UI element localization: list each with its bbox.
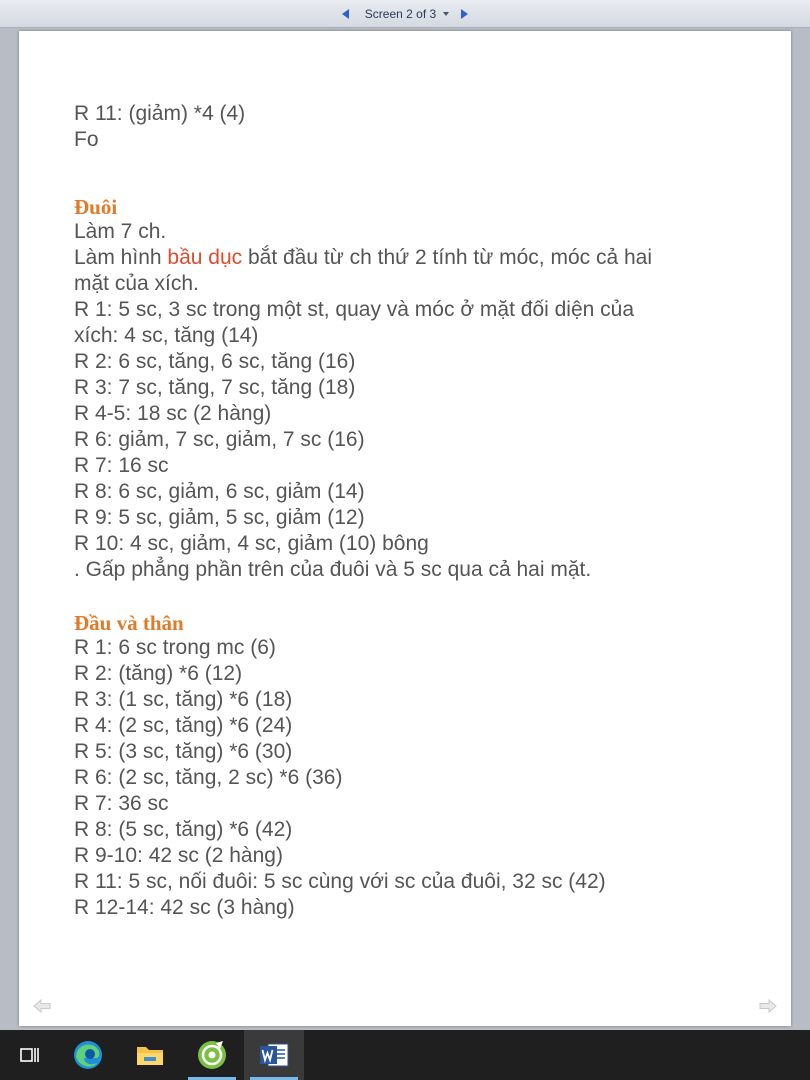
- text-segment: bắt đầu từ ch thứ 2 tính từ móc, móc cả hai: [242, 246, 653, 269]
- previous-page-arrow-icon[interactable]: [33, 998, 51, 1014]
- text-line: R 2: (tăng) *6 (12): [74, 662, 243, 685]
- section-heading-head-body: Đầu và thân: [74, 611, 184, 635]
- highlighted-text: bầu dục: [167, 246, 243, 269]
- text-line: R 6: (2 sc, tăng, 2 sc) *6 (36): [74, 766, 343, 789]
- screen-selector[interactable]: [365, 7, 449, 21]
- text-line: R 6: giảm, 7 sc, giảm, 7 sc (16): [74, 428, 365, 451]
- document-viewport[interactable]: [0, 28, 810, 1030]
- text-line: . Gấp phẳng phần trên của đuôi và 5 sc qua cả hai mặt.: [74, 558, 592, 581]
- text-line: Làm 7 ch.: [74, 220, 167, 243]
- text-line: Fo: [74, 128, 99, 151]
- document-page[interactable]: [19, 31, 791, 1026]
- taskbar: [0, 1030, 810, 1080]
- text-line: R 9-10: 42 sc (2 hàng): [74, 844, 283, 867]
- text-line: xích: 4 sc, tăng (14): [74, 324, 259, 347]
- text-line: R 1: 6 sc trong mc (6): [74, 636, 276, 659]
- section-heading-tail: Đuôi: [74, 195, 118, 219]
- text-line: R 11: 5 sc, nối đuôi: 5 sc cùng với sc của đuôi, 32 sc (42): [74, 870, 606, 893]
- text-line: R 8: 6 sc, giảm, 6 sc, giảm (14): [74, 480, 365, 503]
- task-view-button[interactable]: [0, 1030, 60, 1080]
- text-line: R 11: (giảm) *4 (4): [74, 102, 246, 125]
- text-line: R 8: (5 sc, tăng) *6 (42): [74, 818, 293, 841]
- text-line: R 9: 5 sc, giảm, 5 sc, giảm (12): [74, 506, 365, 529]
- text-line: R 1: 5 sc, 3 sc trong một st, quay và móc ở mặt đối diện của: [74, 298, 635, 321]
- next-screen-button[interactable]: [455, 5, 473, 23]
- next-page-arrow-icon[interactable]: [759, 998, 777, 1014]
- text-line: R 3: (1 sc, tăng) *6 (18): [74, 688, 293, 711]
- file-explorer-icon: [135, 1042, 165, 1068]
- text-line: R 2: 6 sc, tăng, 6 sc, tăng (16): [74, 350, 356, 373]
- text-line: R 4-5: 18 sc (2 hàng): [74, 402, 272, 425]
- greenshot-taskbar-button[interactable]: [182, 1030, 242, 1080]
- reading-mode-toolbar: [0, 0, 810, 28]
- text-line: R 12-14: 42 sc (3 hàng): [74, 896, 295, 919]
- text-line: R 7: 36 sc: [74, 792, 169, 815]
- text-segment: Làm hình: [74, 246, 168, 269]
- edge-icon: [72, 1039, 104, 1071]
- caret-down-icon: [443, 12, 449, 16]
- text-line: R 3: 7 sc, tăng, 7 sc, tăng (18): [74, 376, 356, 399]
- text-line: R 5: (3 sc, tăng) *6 (30): [74, 740, 293, 763]
- task-view-icon: [19, 1045, 41, 1065]
- edge-taskbar-button[interactable]: [58, 1030, 118, 1080]
- text-line: R 4: (2 sc, tăng) *6 (24): [74, 714, 293, 737]
- text-line: R 10: 4 sc, giảm, 4 sc, giảm (10) bông: [74, 532, 429, 555]
- document-content: [74, 101, 754, 921]
- triangle-left-icon: [342, 9, 349, 19]
- greenshot-icon: [196, 1039, 228, 1071]
- word-taskbar-button[interactable]: [244, 1030, 304, 1080]
- text-line: mặt của xích.: [74, 272, 199, 295]
- file-explorer-taskbar-button[interactable]: [120, 1030, 180, 1080]
- text-line: R 7: 16 sc: [74, 454, 169, 477]
- triangle-right-icon: [461, 9, 468, 19]
- word-icon: [258, 1040, 290, 1070]
- text-line: [74, 245, 754, 271]
- previous-screen-button[interactable]: [337, 5, 355, 23]
- screen-label: Screen 2 of 3: [364, 6, 437, 21]
